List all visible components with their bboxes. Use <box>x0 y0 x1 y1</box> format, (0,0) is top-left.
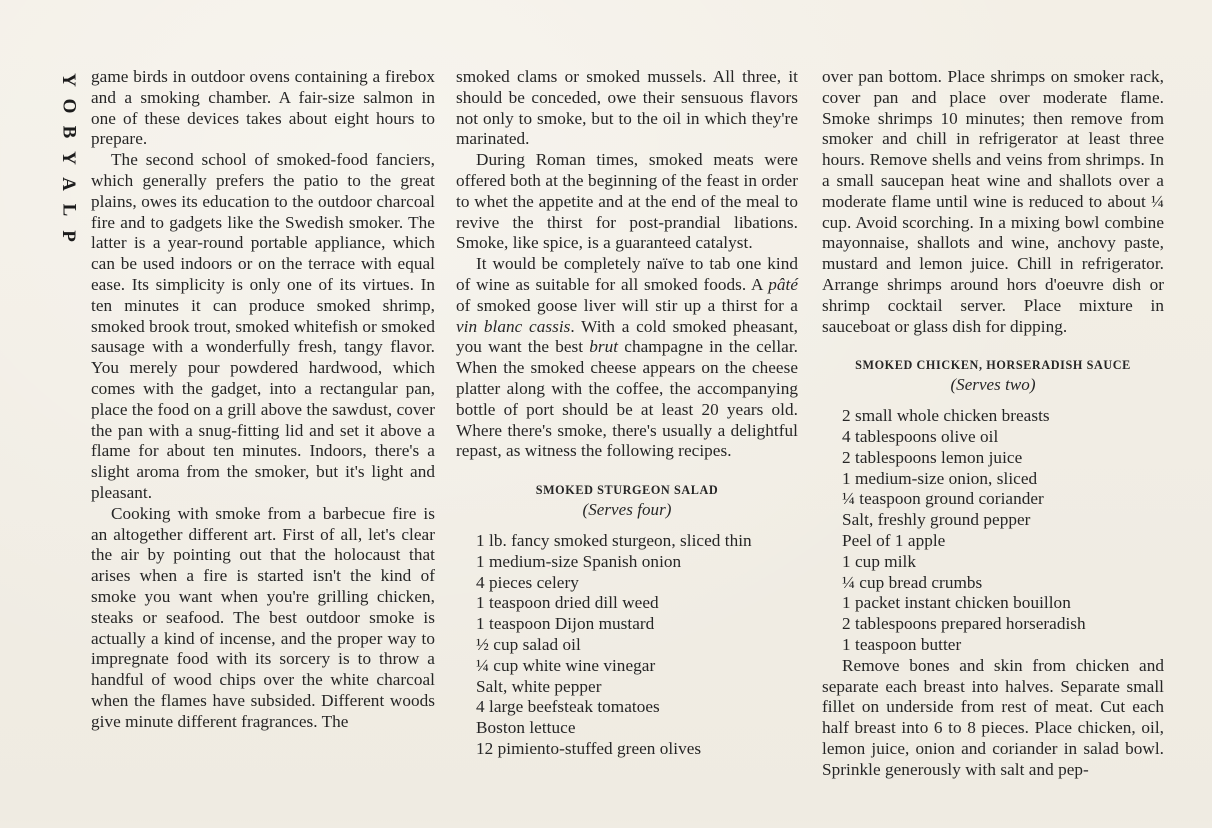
ingredient-item: 12 pimiento-stuffed green olives <box>476 738 702 758</box>
recipe-serves: (Serves two) <box>950 375 1036 395</box>
page-edge <box>0 818 1212 828</box>
paragraph: The second school of smoked-food fanciers, which generally prefers the patio to the great plains, owes its education to the outdoor charcoal fire and to gadgets like the Swedish smoker. The latter is a year-round portable appliance, which can be used indoors or on the terrace with equal ease. Its simplicity is only one of its virtues. In ten minutes it can produce smoked shrimp, smoked brook trout, smoked whitefish or smoked sausage with a wonderfully fresh, tangy flavor. You merely pour powdered hardwood, which comes with the gadget, into a rectangular pan, place the food on a grill above the sawdust, cover the pan with a snug-fitting lid and set it above a flame for about ten minutes. Indoors, there's a slight aroma from the smoker, but it's light and pleasant. <box>91 150 435 502</box>
ingredient-item: ½ cup salad oil <box>476 634 581 654</box>
recipe-serves: (Serves four) <box>582 500 672 520</box>
recipe-title: SMOKED STURGEON SALAD <box>535 483 719 498</box>
ingredient-item: 1 medium-size Spanish onion <box>476 551 682 571</box>
running-head-letter: P <box>57 230 79 242</box>
text-column-2 <box>456 67 798 760</box>
running-head-letter: B <box>58 125 79 139</box>
ingredient-list <box>822 406 1164 656</box>
text-run: . With a cold smoked pheasant, you want the best <box>456 316 799 357</box>
running-head-letter: A <box>57 177 79 191</box>
ingredient-list <box>456 531 798 760</box>
ingredient-item: ¼ teaspoon ground coriander <box>842 489 1044 509</box>
ingredient-item: ¼ cup bread crumbs <box>842 572 983 592</box>
italic-term-brut: brut <box>589 337 619 357</box>
ingredient-item: 4 tablespoons olive oil <box>842 426 999 446</box>
ingredient-item: Boston lettuce <box>476 718 576 738</box>
ingredient-item: 2 small whole chicken breasts <box>842 406 1050 426</box>
text-run: of smoked goose liver will stir up a thirst for a <box>456 295 798 315</box>
ingredient-item: 1 teaspoon Dijon mustard <box>476 614 655 634</box>
ingredient-item: Salt, white pepper <box>476 676 602 696</box>
running-head-letter: O <box>58 98 79 114</box>
ingredient-item: 1 lb. fancy smoked sturgeon, sliced thin <box>476 530 752 550</box>
recipe-title: SMOKED CHICKEN, HORSERADISH SAUCE <box>855 358 1131 373</box>
running-head-letter: Y <box>57 73 79 87</box>
paragraph: During Roman times, smoked meats were offered both at the beginning of the feast in order to whet the appetite and at the end of the meal to revive the thirst for post-prandial libations. Smoke, like spice, is a guaranteed catalyst. <box>456 150 798 253</box>
ingredient-item: Peel of 1 apple <box>842 530 946 550</box>
paragraph: Cooking with smoke from a barbecue fire is an altogether different art. First of all, let's clear the air by pointing out that the holocaust that arises when a fire is started isn't the kind of smoke you want when you're grilling chicken, steaks or seafood. The best outdoor smoke is actually a kind of incense, and the proper way to impregnate food with its sorcery is to throw a handful of wood chips over the white charcoal when the flames have subsided. Different woods give minute different fragrances. The <box>91 503 435 731</box>
ingredient-item: 1 teaspoon butter <box>842 634 962 654</box>
ingredient-item: 1 packet instant chicken bouillon <box>842 593 1071 613</box>
running-head-letter: Y <box>57 151 79 165</box>
paragraph: game birds in outdoor ovens containing a firebox and a smoking chamber. A fair-size salmon in one of these devices takes about eight hours to prepare. <box>91 67 435 149</box>
ingredient-item: 4 large beefsteak tomatoes <box>476 697 660 717</box>
paragraph <box>456 254 798 462</box>
text-column-1 <box>91 67 435 733</box>
ingredient-item: ¼ cup white wine vinegar <box>476 655 656 675</box>
paragraph: smoked clams or smoked mussels. All three, it should be conceded, owe their sensuous flavors not only to smoke, but to the oil in which they're marinated. <box>456 67 798 149</box>
ingredient-item: Salt, freshly ground pepper <box>842 510 1031 530</box>
ingredient-item: 2 tablespoons lemon juice <box>842 447 1023 467</box>
ingredient-item: 1 cup milk <box>842 551 917 571</box>
text-column-3 <box>822 67 1164 781</box>
italic-term-vin-blanc-cassis: vin blanc cassis <box>456 316 571 336</box>
ingredient-item: 4 pieces celery <box>476 572 579 592</box>
running-head-playboy <box>56 70 80 246</box>
paragraph: Remove bones and skin from chicken and separate each breast into halves. Separate small fillet on underside from rest of meat. Cut each half breast into 6 to 8 pieces. Place chicken, oil, lemon juice, onion and coriander in salad bowl. Sprinkle generously with salt and pep- <box>822 655 1164 779</box>
text-run: It would be completely naïve to tab one kind of wine as suitable for all smoked foods. A <box>456 254 798 294</box>
italic-term-pate: pâté <box>768 274 798 294</box>
ingredient-item: 2 tablespoons prepared horseradish <box>842 614 1086 634</box>
paragraph: over pan bottom. Place shrimps on smoker rack, cover pan and place over moderate flame. Smoke shrimps 10 minutes; then remove from smoker and chill in refrigerator at least three hours. Remove shells and veins from shrimps. In a small saucepan heat wine and shallots over a moderate flame until wine is reduced to about ¼ cup. Avoid scorching. In a mixing bowl combine mayonnaise, shallots and wine, anchovy paste, mustard and lemon juice. Chill in refrigerator. Arrange shrimps around hors d'oeuvre dish or shrimp cocktail server. Place mixture in sauceboat or glass dish for dipping. <box>822 67 1164 336</box>
text-run: champagne in the cellar. When the smoked cheese appears on the cheese platter along with the coffee, the accompanying bottle of port should be at least 20 years old. Where there's smoke, there's usually a delightful repast, as witness the following recipes. <box>456 337 798 461</box>
ingredient-item: 1 teaspoon dried dill weed <box>476 593 659 613</box>
ingredient-item: 1 medium-size onion, sliced <box>842 468 1038 488</box>
running-head-letter: L <box>58 203 79 217</box>
